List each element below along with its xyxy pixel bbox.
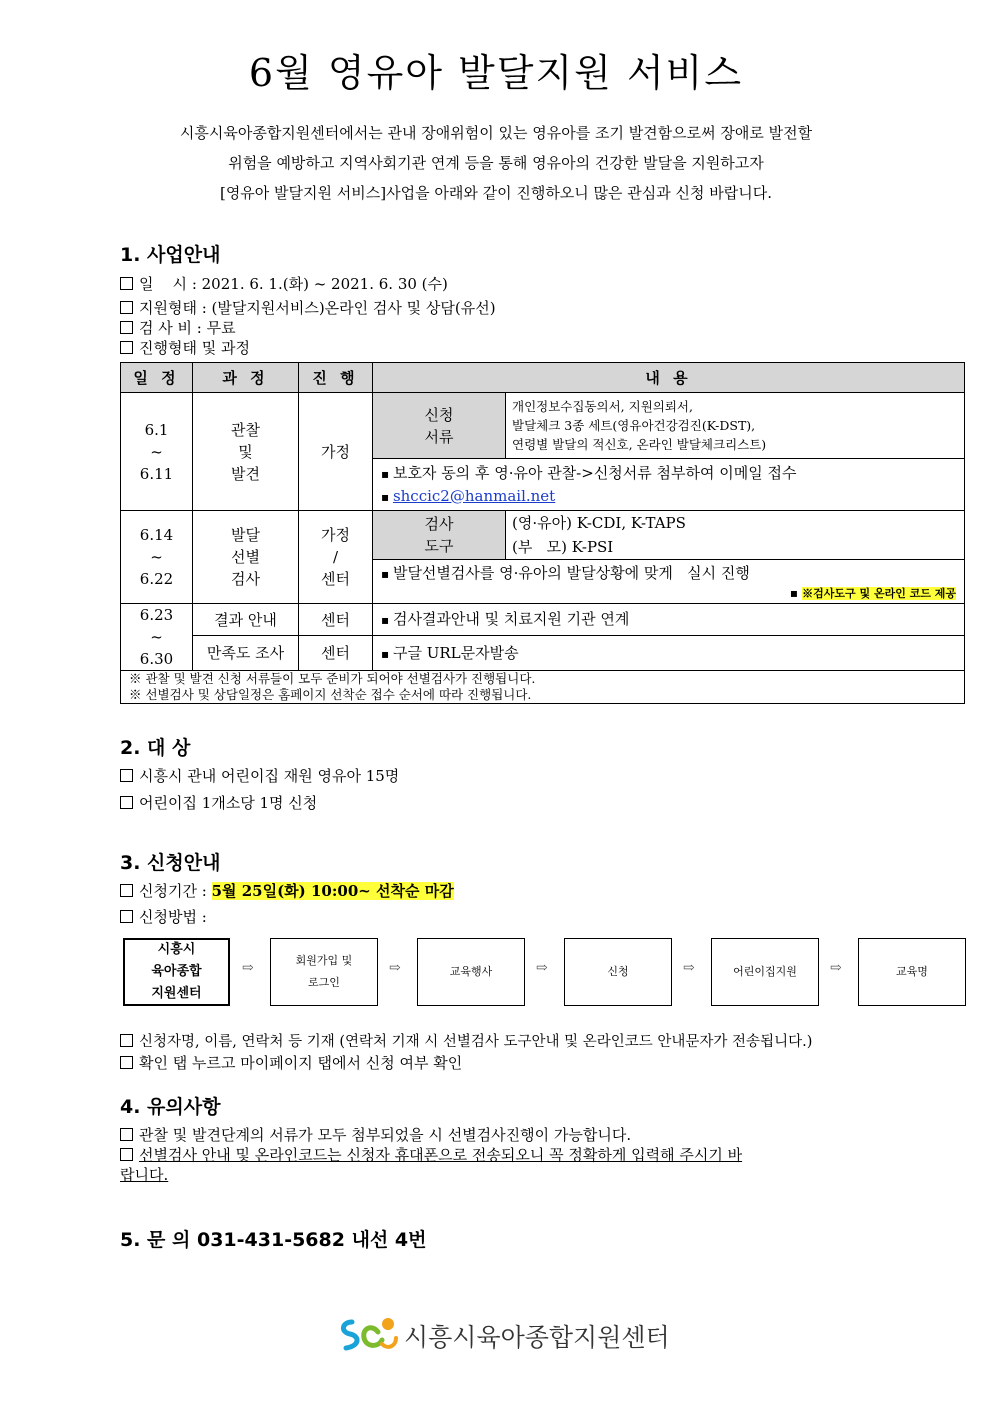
date-end: 6.30 xyxy=(139,650,174,668)
table-row xyxy=(121,393,965,459)
place-cell: 센터 xyxy=(299,604,373,636)
place-word: / xyxy=(332,548,339,566)
org-logo-icon xyxy=(338,1314,402,1354)
header-date: 일 정 xyxy=(121,363,193,393)
schedule-text: 일 시 : 2021. 6. 1.(화) ~ 2021. 6. 30 (수) xyxy=(139,275,448,293)
intro-line: [영유아 발달지원 서비스]사업을 아래와 같이 진행하오니 많은 관심과 신청 바랍니다. xyxy=(219,184,773,202)
date-start: 6.23 xyxy=(139,606,174,624)
period-value: 5월 25일(화) 10:00~ 선착순 마감 xyxy=(211,882,454,900)
checkbox-icon xyxy=(120,884,133,897)
date-cell xyxy=(121,604,193,671)
section3-heading: 3. 신청안내 xyxy=(120,852,221,874)
bullet-text: ▪ 보호자 동의 후 영·유아 관찰->신청서류 첨부하여 이메일 접수 xyxy=(381,462,964,485)
flow-step-daycare-support[interactable]: 어린이집지원 xyxy=(711,938,819,1006)
date-sep: ~ xyxy=(150,628,163,646)
checkbox-icon xyxy=(120,910,133,923)
header-process: 과 정 xyxy=(193,363,299,393)
process-cell: 결과 안내 xyxy=(193,604,299,636)
table-header-row xyxy=(121,363,965,393)
process-word: 선별 xyxy=(231,548,260,566)
flow-step-edu-event[interactable]: 교육행사 xyxy=(417,938,525,1006)
checkbox-icon xyxy=(120,796,133,809)
arrow-right-icon: ⇨ xyxy=(242,960,254,976)
checkbox-icon xyxy=(120,341,133,354)
label-word: 서류 xyxy=(424,427,454,446)
note-line: ※ 선별검사 및 상담일정은 홈페이지 선착순 접수 순서에 따라 진행됩니다. xyxy=(129,687,532,702)
process-line xyxy=(120,337,250,358)
section2-heading: 2. 대 상 xyxy=(120,737,191,759)
tools-list xyxy=(506,511,965,560)
period-label: 신청기간 : xyxy=(139,882,212,900)
tools-note-wrap xyxy=(381,585,964,602)
caution-text: 선별검사 안내 및 온라인코드는 신청자 휴대폰으로 전송되오니 꼭 정확하게 입력해 주시기 바 xyxy=(139,1146,743,1164)
date-cell xyxy=(121,511,193,604)
support-type-line xyxy=(120,297,496,318)
input-guide-text: 신청자명, 이름, 연락처 등 기재 (연락처 기재 시 선별검사 도구안내 및 온라인코드 안내문자가 전송됩니다.) xyxy=(139,1034,813,1050)
process-cell xyxy=(193,511,299,604)
date-cell xyxy=(121,393,193,511)
label-word: 도구 xyxy=(424,537,454,555)
method-label: 신청방법 : xyxy=(139,908,207,926)
section4-heading: 4. 유의사항 xyxy=(120,1096,221,1118)
tool-line: (부 모) K-PSI xyxy=(512,538,614,556)
method-line xyxy=(120,906,207,927)
bullet-text: ▪ 검사결과안내 및 치료지원 기관 연계 xyxy=(381,608,964,631)
program-table xyxy=(120,362,965,704)
flow-step-signup[interactable]: 회원가입 및 로그인 xyxy=(270,938,378,1006)
bullet-text: ▪ 발달선별검사를 영·유아의 발달상황에 맞게 실시 진행 xyxy=(381,562,964,585)
intro-line: 위험을 예방하고 지역사회기관 연계 등을 통해 영유아의 건강한 발달을 지원하고자 xyxy=(228,154,764,172)
arrow-right-icon: ⇨ xyxy=(683,960,695,976)
checkbox-icon xyxy=(120,301,133,314)
bullet-cell xyxy=(373,560,965,604)
date-sep: ~ xyxy=(150,442,163,461)
checkbox-icon xyxy=(120,1056,133,1069)
target-text: 어린이집 1개소당 1명 신청 xyxy=(139,794,318,812)
confirm-line xyxy=(120,1052,462,1073)
target-line xyxy=(120,765,399,786)
table-row xyxy=(121,636,965,671)
process-cell: 만족도 조사 xyxy=(193,636,299,671)
place-word: 센터 xyxy=(321,570,350,588)
date-sep: ~ xyxy=(150,548,163,566)
arrow-right-icon: ⇨ xyxy=(389,960,401,976)
caution-line-underlined xyxy=(120,1144,742,1165)
intro-paragraph xyxy=(60,118,932,208)
header-progress: 진 행 xyxy=(299,363,373,393)
caution-line-cont: 랍니다. xyxy=(120,1166,169,1184)
process-word: 관찰 xyxy=(231,420,260,439)
place-cell xyxy=(299,511,373,604)
date-end: 6.11 xyxy=(139,464,174,483)
target-text: 시흥시 관내 어린이집 재원 영유아 15명 xyxy=(139,767,400,785)
section1-heading: 1. 사업안내 xyxy=(120,244,221,266)
caution-line xyxy=(120,1124,631,1145)
section5-contact: 5. 문 의 031-431-5682 내선 4번 xyxy=(120,1229,427,1251)
checkbox-icon xyxy=(120,1148,133,1161)
org-name: 시흥시육아종합지원센터 xyxy=(404,1323,670,1352)
tools-label xyxy=(373,511,506,560)
checkbox-icon xyxy=(120,769,133,782)
arrow-right-icon: ⇨ xyxy=(536,960,548,976)
notes-cell xyxy=(121,671,965,704)
place-word: 가정 xyxy=(321,526,350,544)
date-start: 6.1 xyxy=(144,420,169,439)
email-bullet xyxy=(381,485,964,508)
flow-step-apply[interactable]: 신청 xyxy=(564,938,672,1006)
bullet-cell xyxy=(373,604,965,636)
table-row xyxy=(121,511,965,560)
fee-text: 검 사 비 : 무료 xyxy=(139,319,236,337)
docs-label xyxy=(373,393,506,459)
input-guide-line xyxy=(120,1030,812,1051)
checkbox-icon xyxy=(120,1034,133,1047)
confirm-text: 확인 탭 누르고 마이페이지 탭에서 신청 여부 확인 xyxy=(139,1054,463,1072)
checkbox-icon xyxy=(120,321,133,334)
table-row xyxy=(121,604,965,636)
label-word: 검사 xyxy=(424,515,454,533)
support-type-text: 지원형태 : (발달지원서비스)온라인 검사 및 상담(유선) xyxy=(139,299,496,317)
schedule-line xyxy=(120,273,448,294)
process-word: 발달 xyxy=(231,526,260,544)
note-line: ※ 관찰 및 발견 신청 서류들이 모두 준비가 되어야 선별검사가 진행됩니다. xyxy=(129,671,536,686)
flow-step-edu-name[interactable]: 교육명 xyxy=(858,938,966,1006)
label-word: 신청 xyxy=(424,405,454,424)
date-end: 6.22 xyxy=(139,570,174,588)
caution-text: 관찰 및 발견단계의 서류가 모두 첨부되었을 시 선별검사진행이 가능합니다. xyxy=(139,1126,632,1144)
header-content: 내 용 xyxy=(373,363,965,393)
process-word: 및 xyxy=(238,442,253,461)
process-word: 발견 xyxy=(231,464,260,483)
process-word: 검사 xyxy=(231,570,260,588)
arrow-right-icon: ⇨ xyxy=(830,960,842,976)
bullet-cell xyxy=(373,636,965,671)
tools-note: ※검사도구 및 온라인 코드 제공 xyxy=(802,586,956,600)
process-cell xyxy=(193,393,299,511)
checkbox-icon xyxy=(120,1128,133,1141)
page-title: 6월 영유아 발달지원 서비스 xyxy=(248,51,744,95)
date-start: 6.14 xyxy=(139,526,174,544)
notes-row xyxy=(121,671,965,704)
docs-list xyxy=(506,393,965,459)
intro-line: 시흥시육아종합지원센터에서는 관내 장애위험이 있는 영유아를 조기 발견함으로써 장애로 발전할 xyxy=(179,124,813,142)
process-text: 진행형태 및 과정 xyxy=(139,339,250,357)
place-cell: 가정 xyxy=(299,393,373,511)
bullet-cell xyxy=(373,459,965,511)
doc-line: 연령별 발달의 적신호, 온라인 발달체크리스트) xyxy=(512,437,767,452)
checkbox-icon xyxy=(120,277,133,290)
flow-step-center: 시흥시 육아종합 지원센터 xyxy=(123,938,230,1006)
place-cell: 센터 xyxy=(299,636,373,671)
bullet-text: ▪ 구글 URL문자발송 xyxy=(381,642,964,665)
fee-line xyxy=(120,317,236,338)
period-line xyxy=(120,880,454,901)
doc-line: 발달체크 3종 세트(영유아건강검진(K-DST), xyxy=(512,418,756,433)
email-link[interactable]: shccic2@hanmail.net xyxy=(392,486,556,505)
tool-line: (영·유아) K-CDI, K-TAPS xyxy=(512,514,686,532)
target-line xyxy=(120,792,317,813)
doc-line: 개인정보수집동의서, 지원의뢰서, xyxy=(512,399,693,414)
